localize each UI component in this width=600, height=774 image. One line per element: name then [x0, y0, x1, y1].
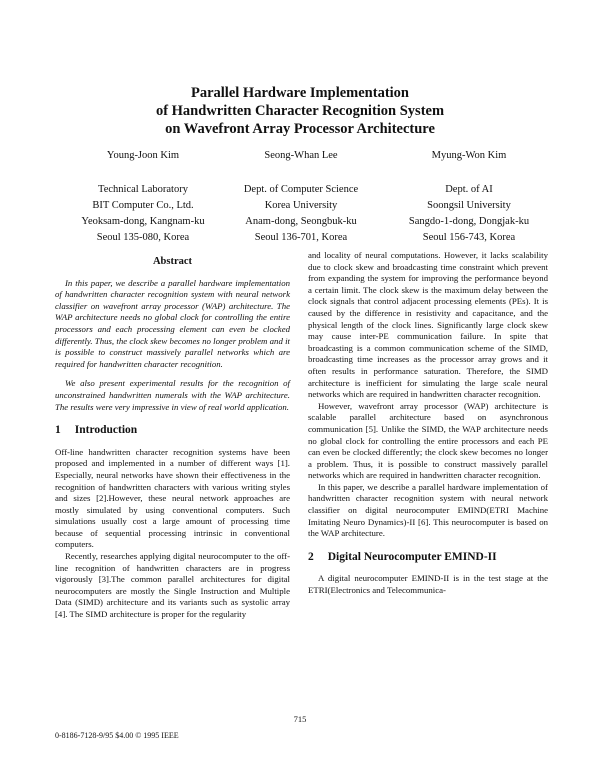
author-address: Yeoksam-dong, Kangnam-ku [81, 216, 205, 227]
intro-paragraph-5: In this paper, we describe a parallel hardware implementation of handwritten character recognition system with neural network classifier on digital neurocomputer EMIND(ETRI Machine Imitating Neuro Dynamics)-II [6]. This neurocomputer is based on the WAP architecture. [308, 481, 548, 539]
section2-paragraph-1: A digital neurocomputer EMIND-II is in the test stage at the ETRI(Electronics and Telecommunica- [308, 573, 548, 596]
abstract-paragraph-1: In this paper, we describe a parallel hardware implementation of handwritten character recognition system with neural network classifier on wavefront array processor (WAP) architecture. The WAP architecture needs no global clock for controlling the entire processors and each processing element can even be clocked differently. Thus, the clock skew becomes no longer problem and it is possible to construct massively parallel networks which are required for handwritten character recognition. [55, 277, 290, 369]
author-address: Sangdo-1-dong, Dongjak-ku [408, 216, 530, 227]
title-line-3: on Wavefront Array Processor Architecture [165, 121, 435, 137]
author-3 [384, 148, 554, 246]
intro-paragraph-1: Off-line handwritten character recognition systems have been proposed and implemented in a number of different ways [1]. Especially, neural networks have shown their effectiveness in the recognition of handwritten characters with various writing styles and sizes [2].However, these neural network approaches are mostly simulated by using conventional computers. Such simulations usually cost a large amount of processing time because of sequential processing intrinsic in conventional computers. [55, 446, 290, 550]
title-line-2: of Handwritten Character Recognition System [155, 103, 445, 119]
author-org2: Korea University [264, 200, 338, 211]
author-name: Young-Joon Kim [106, 150, 180, 161]
author-name: Myung-Won Kim [431, 150, 507, 161]
intro-paragraph-4: However, wavefront array processor (WAP) architecture is scalable parallel architecture based on asynchronous communication [5]. Unlike the SIMD, the WAP architecture needs no global clock for controlling the entire processors and each PE can even be clocked differently; the clock skew becomes no longer a problem. Thus, it is possible to construct massively parallel networks which are required in handwritten character recognition. [308, 400, 548, 481]
copyright-notice: 0-8186-7128-9/95 $4.00 © 1995 IEEE [55, 731, 179, 740]
author-org: Dept. of AI [445, 184, 493, 195]
section-number: 2 [308, 550, 314, 563]
author-city: Seoul 135-080, Korea [96, 232, 190, 243]
author-org2: Soongsil University [427, 200, 511, 211]
abstract-heading: Abstract [152, 256, 193, 267]
author-1 [58, 148, 228, 246]
author-org2: BIT Computer Co., Ltd. [92, 200, 194, 211]
page-number: 715 [293, 714, 307, 724]
author-org: Dept. of Computer Science [243, 184, 359, 195]
author-city: Seoul 136-701, Korea [254, 232, 348, 243]
abstract-paragraph-2: We also present experimental results for the recognition of unconstrained handwritten numerals with the WAP architecture. The results were very impressive in view of real world application. [55, 378, 290, 412]
section-title: Introduction [74, 424, 138, 437]
author-name: Seong-Whan Lee [264, 150, 338, 161]
intro-paragraph-3: and locality of neural computations. However, it lacks scalability due to clock skew and broadcasting time constraint which prevent from expanding the system for improving the performance beyond a certain limit. The clock skew is the maximum delay between the clock signals that control adjacent processing elements (PEs). It is caused by the difference in resistivity and capacitance, and the physical length of the clock lines. Significantly large clock skew may cause inter-PE communication failure. In spite that broadcasting is a common communication scheme of the SIMD, broadcasting time increases as the processor array grows and it often results in performance saturation. Therefore, the SIMD architecture is inefficient for simulating the large scale neural networks which are required in handwritten character recognition. [308, 250, 548, 400]
left-column [55, 256, 290, 621]
section-heading-introduction [55, 425, 290, 437]
intro-paragraph-2: Recently, researches applying digital neurocomputer to the off-line recognition of handwritten characters are in progress vigorously [3].The common parallel architectures for digital neurocomputers are mostly the Single Instruction and Multiple Data (SIMD) architecture and its variants such as systolic array [4]. The SIMD architecture is proper for the regularity [55, 551, 290, 620]
title-line-1: Parallel Hardware Implementation [190, 85, 409, 101]
author-2 [216, 148, 386, 246]
author-address: Anam-dong, Seongbuk-ku [245, 216, 357, 227]
author-city: Seoul 156-743, Korea [422, 232, 516, 243]
paper-title [0, 84, 600, 138]
section-number: 1 [55, 424, 61, 437]
section-heading-neurocomputer [308, 552, 548, 564]
section-title: Digital Neurocomputer EMIND-II [327, 550, 497, 563]
right-column [308, 250, 548, 597]
author-org: Technical Laboratory [98, 184, 188, 195]
